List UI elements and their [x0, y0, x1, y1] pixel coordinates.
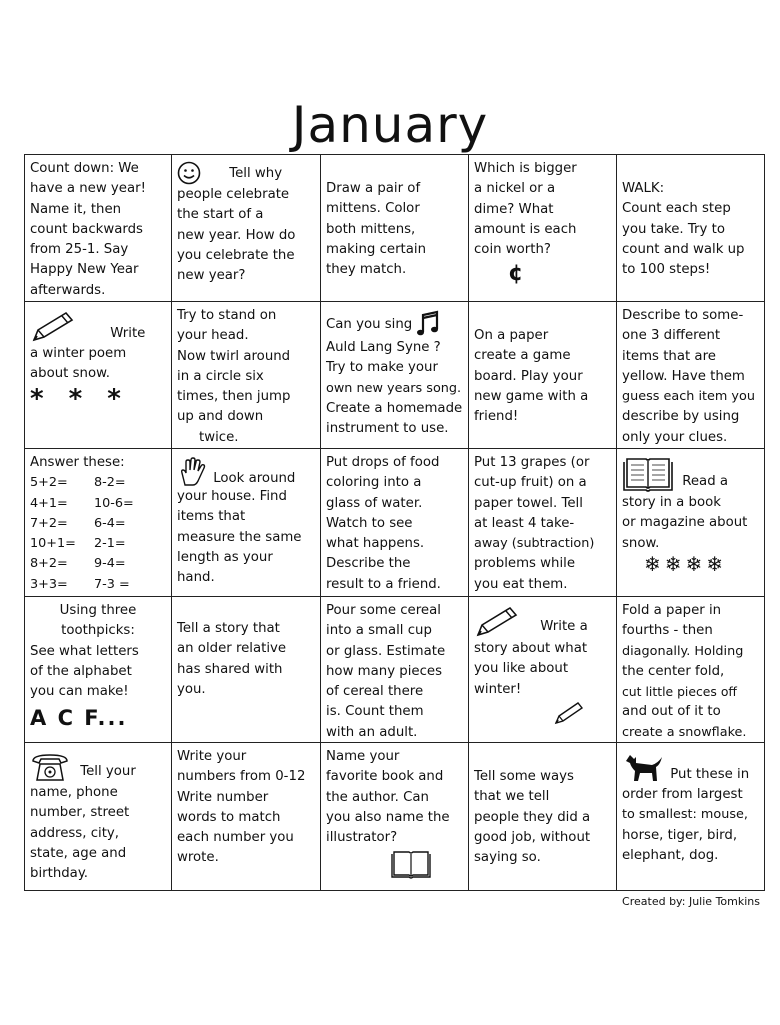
cell-text: create a snowflake. [622, 724, 747, 740]
cell-text: Describe to some- [622, 308, 744, 323]
activity-cell-16 [25, 597, 172, 743]
cell-text: story about what [474, 641, 588, 656]
author-credit: Created by: Julie Tomkins [622, 895, 760, 908]
math-problem: 9-4= [94, 556, 126, 572]
cell-text: Look around [213, 471, 296, 486]
math-problem: 4+1= [30, 495, 68, 511]
cell-text: you take. Try to [622, 221, 725, 237]
cell-text: Which is bigger [474, 161, 577, 176]
cell-text: Draw a pair of [326, 181, 421, 196]
cell-text: birthday. [30, 866, 89, 882]
cell-text: new year? [177, 268, 246, 284]
activity-cell-25 [617, 743, 764, 890]
telephone-icon [30, 751, 70, 783]
activity-cell-24 [469, 743, 617, 890]
cell-text: problems while [474, 556, 576, 572]
cell-text: board. Play your [474, 368, 583, 384]
open-book-icon [390, 850, 432, 880]
page-title: January [291, 96, 489, 154]
cell-text: Create a homemade [326, 400, 463, 416]
activity-cell-1 [25, 155, 172, 302]
cell-text: measure the same [177, 529, 302, 545]
cell-text: Tell a story that [177, 621, 280, 636]
cell-text: you. [177, 681, 206, 697]
cell-text: Write [110, 326, 146, 341]
cell-text: Read a [682, 474, 729, 489]
cell-text: Tell your [80, 764, 136, 779]
cell-text: coin worth? [474, 242, 551, 258]
cell-text: people they did a [474, 809, 591, 825]
cell-text: into a small cup [326, 623, 432, 639]
cell-text: state, age and [30, 845, 127, 861]
cell-text: a winter poem [30, 346, 127, 361]
activity-cell-10 [617, 302, 764, 449]
activity-cell-18 [321, 597, 469, 743]
cell-text: favorite book and [326, 769, 444, 785]
cell-text: coloring into a [326, 475, 422, 491]
activity-cell-8 [321, 302, 469, 449]
cell-text: length as your [177, 549, 273, 565]
cell-text: own new years song. [326, 380, 462, 396]
activity-cell-15 [617, 449, 764, 597]
cell-text: about snow. [30, 366, 110, 382]
cell-text: times, then jump [177, 389, 291, 405]
activity-calendar-grid [24, 154, 765, 891]
math-problem: 10-6= [94, 495, 134, 511]
cell-text: Try to make your [326, 360, 438, 376]
snowflakes-icon: ❄❄❄❄ [644, 551, 728, 576]
cell-text: Fold a paper in [622, 603, 722, 618]
activity-cell-21 [25, 743, 172, 890]
cell-text: Watch to see [326, 515, 413, 531]
cell-text: what happens. [326, 536, 425, 552]
cell-text: count backwards [30, 221, 143, 237]
math-problem: 3+3= [30, 576, 68, 592]
cell-text: hand. [177, 570, 215, 586]
activity-cell-14 [469, 449, 617, 597]
cell-text: saying so. [474, 850, 541, 866]
cell-text: Now twirl around [177, 348, 291, 364]
cell-text: you celebrate the [177, 247, 295, 263]
math-problem: 8-2= [94, 475, 126, 491]
cell-text: wrote. [177, 850, 219, 866]
cell-text: guess each item you [622, 389, 755, 405]
cell-text: the start of a [177, 207, 264, 223]
activity-cell-11 [25, 449, 172, 597]
cell-text: you can make! [30, 684, 129, 700]
cell-text: or glass. Estimate [326, 643, 446, 659]
cell-text: new year. How do [177, 227, 296, 243]
cell-text: order from largest [622, 787, 743, 802]
cell-text: your house. Find [177, 489, 287, 504]
activity-cell-12 [172, 449, 321, 597]
small-pencil-icon [553, 700, 585, 726]
cell-text: Write a [540, 619, 588, 634]
cell-text: Put drops of food [326, 455, 440, 470]
cell-text: numbers from 0-12 [177, 769, 306, 785]
cell-text: diagonally. Holding [622, 643, 744, 659]
cell-text: Tell why [229, 166, 283, 181]
cell-text: cut-up fruit) on a [474, 475, 587, 491]
cell-text: of cereal there [326, 684, 424, 700]
cell-text: words to match [177, 809, 281, 825]
math-problem: 2-1= [94, 536, 126, 552]
cell-text: Try to stand on [177, 308, 277, 323]
cell-text: from 25-1. Say [30, 242, 129, 258]
cell-text: Using three [59, 603, 137, 618]
cell-text: you eat them. [474, 576, 568, 592]
cell-text: one 3 different [622, 328, 721, 344]
cell-text: winter! [474, 681, 522, 697]
cell-text: snow. [622, 535, 660, 551]
cell-text: people celebrate [177, 187, 290, 202]
activity-cell-17 [172, 597, 321, 743]
cell-text: they match. [326, 262, 407, 278]
cell-text: dime? What [474, 201, 554, 217]
cell-text: have a new year! [30, 181, 146, 197]
activity-cell-13 [321, 449, 469, 597]
cell-text: yellow. Have them [622, 368, 745, 384]
cell-text: amount is each [474, 221, 577, 237]
cell-text: Name it, then [30, 201, 122, 217]
math-problem: 5+2= [30, 475, 68, 491]
math-problem: 7-3 = [94, 576, 130, 592]
cell-text: result to a friend. [326, 576, 441, 592]
cell-text: making certain [326, 241, 427, 257]
cell-text: instrument to use. [326, 421, 449, 437]
cell-text: you like about [474, 661, 569, 677]
cell-text: items that [177, 509, 246, 525]
cell-text: Put these in [670, 767, 750, 782]
cell-text: fourths - then [622, 623, 713, 639]
cell-text: both mittens, [326, 221, 416, 237]
cell-text: Write your [177, 749, 247, 764]
activity-cell-9 [469, 302, 617, 449]
cell-text: create a game [474, 348, 571, 364]
smiley-face-icon [177, 161, 201, 185]
cell-text: number, street [30, 805, 130, 821]
cell-text: glass of water. [326, 495, 423, 511]
math-problem: 7+2= [30, 515, 68, 531]
cell-text: twice. [199, 429, 239, 445]
activity-cell-22 [172, 743, 321, 890]
cell-text: items that are [622, 348, 716, 364]
math-problem: 8+2= [30, 556, 68, 572]
cell-text: Count each step [622, 201, 731, 217]
cell-text: elephant, dog. [622, 847, 719, 863]
activity-cell-6 [25, 302, 172, 449]
cell-text: at least 4 take- [474, 515, 575, 531]
cell-text: toothpicks: [61, 623, 135, 639]
cell-text: friend! [474, 409, 519, 425]
open-book-icon [622, 457, 674, 493]
cell-text: mittens. Color [326, 201, 420, 217]
activity-cell-3 [321, 155, 469, 302]
cell-text: Count down: We [30, 161, 139, 176]
cell-text: Tell some ways [474, 769, 574, 784]
cell-text: to 100 steps! [622, 262, 711, 278]
activity-cell-5 [617, 155, 764, 302]
cell-text: cut little pieces off [622, 684, 737, 700]
cell-text: or magazine about [622, 515, 748, 531]
cell-text: paper towel. Tell [474, 495, 583, 511]
cell-text: only your clues. [622, 429, 728, 445]
cell-text: Write number [177, 789, 269, 805]
cell-text: the center fold, [622, 663, 725, 679]
cell-text: up and down [177, 409, 264, 425]
cell-text: an older relative [177, 641, 287, 657]
cell-text: a nickel or a [474, 181, 556, 197]
letters-example: A C F... [30, 706, 128, 731]
cell-text: address, city, [30, 825, 120, 841]
activity-cell-7 [172, 302, 321, 449]
cell-text: See what letters [30, 643, 139, 659]
cell-text: horse, tiger, bird, [622, 827, 738, 843]
cell-text: away (subtraction) [474, 536, 595, 552]
math-problem: 10+1= [30, 536, 76, 552]
cell-text: WALK: [622, 181, 665, 196]
cell-text: and out of it to [622, 704, 721, 720]
cell-text: describe by using [622, 409, 740, 425]
cell-text: Happy New Year [30, 262, 139, 278]
cell-text: the author. Can [326, 789, 429, 805]
cell-text: new game with a [474, 388, 589, 404]
cell-text: of the alphabet [30, 663, 132, 679]
hand-icon [177, 457, 207, 487]
cell-text: Auld Lang Syne ? [326, 340, 441, 355]
pencil-icon [30, 310, 76, 344]
cell-text: Describe the [326, 556, 411, 572]
activity-cell-23 [321, 743, 469, 890]
cell-text: that we tell [474, 789, 550, 805]
snowflake-asterisks-icon: * * * [30, 383, 129, 414]
activity-cell-2 [172, 155, 321, 302]
cell-text: is. Count them [326, 704, 424, 720]
cell-text: Pour some cereal [326, 603, 441, 618]
cell-text: story in a book [622, 495, 721, 510]
pencil-icon [474, 605, 520, 639]
cell-text: Put 13 grapes (or [474, 455, 590, 470]
activity-cell-4 [469, 155, 617, 302]
dog-icon [622, 751, 664, 785]
cell-text: afterwards. [30, 282, 106, 298]
cell-text: On a paper [474, 328, 549, 343]
cell-text: name, phone [30, 785, 118, 800]
cell-text: to smallest: mouse, [622, 807, 748, 823]
math-problems [30, 473, 166, 595]
cent-sign-icon: ¢ [508, 261, 524, 287]
cell-text: Name your [326, 749, 400, 764]
cell-text: Answer these: [30, 455, 125, 470]
music-note-icon [416, 310, 440, 338]
cell-text: in a circle six [177, 368, 264, 384]
math-problem: 6-4= [94, 515, 126, 531]
cell-text: has shared with [177, 661, 283, 677]
cell-text: your head. [177, 328, 249, 344]
cell-text: with an adult. [326, 724, 418, 740]
activity-cell-19 [469, 597, 617, 743]
activity-cell-20 [617, 597, 764, 743]
cell-text: how many pieces [326, 663, 443, 679]
cell-text: you also name the [326, 809, 450, 825]
cell-text: count and walk up [622, 241, 745, 257]
cell-text: Can you sing [326, 317, 413, 332]
cell-text: good job, without [474, 829, 591, 845]
cell-text: illustrator? [326, 830, 398, 846]
cell-text: each number you [177, 830, 294, 846]
